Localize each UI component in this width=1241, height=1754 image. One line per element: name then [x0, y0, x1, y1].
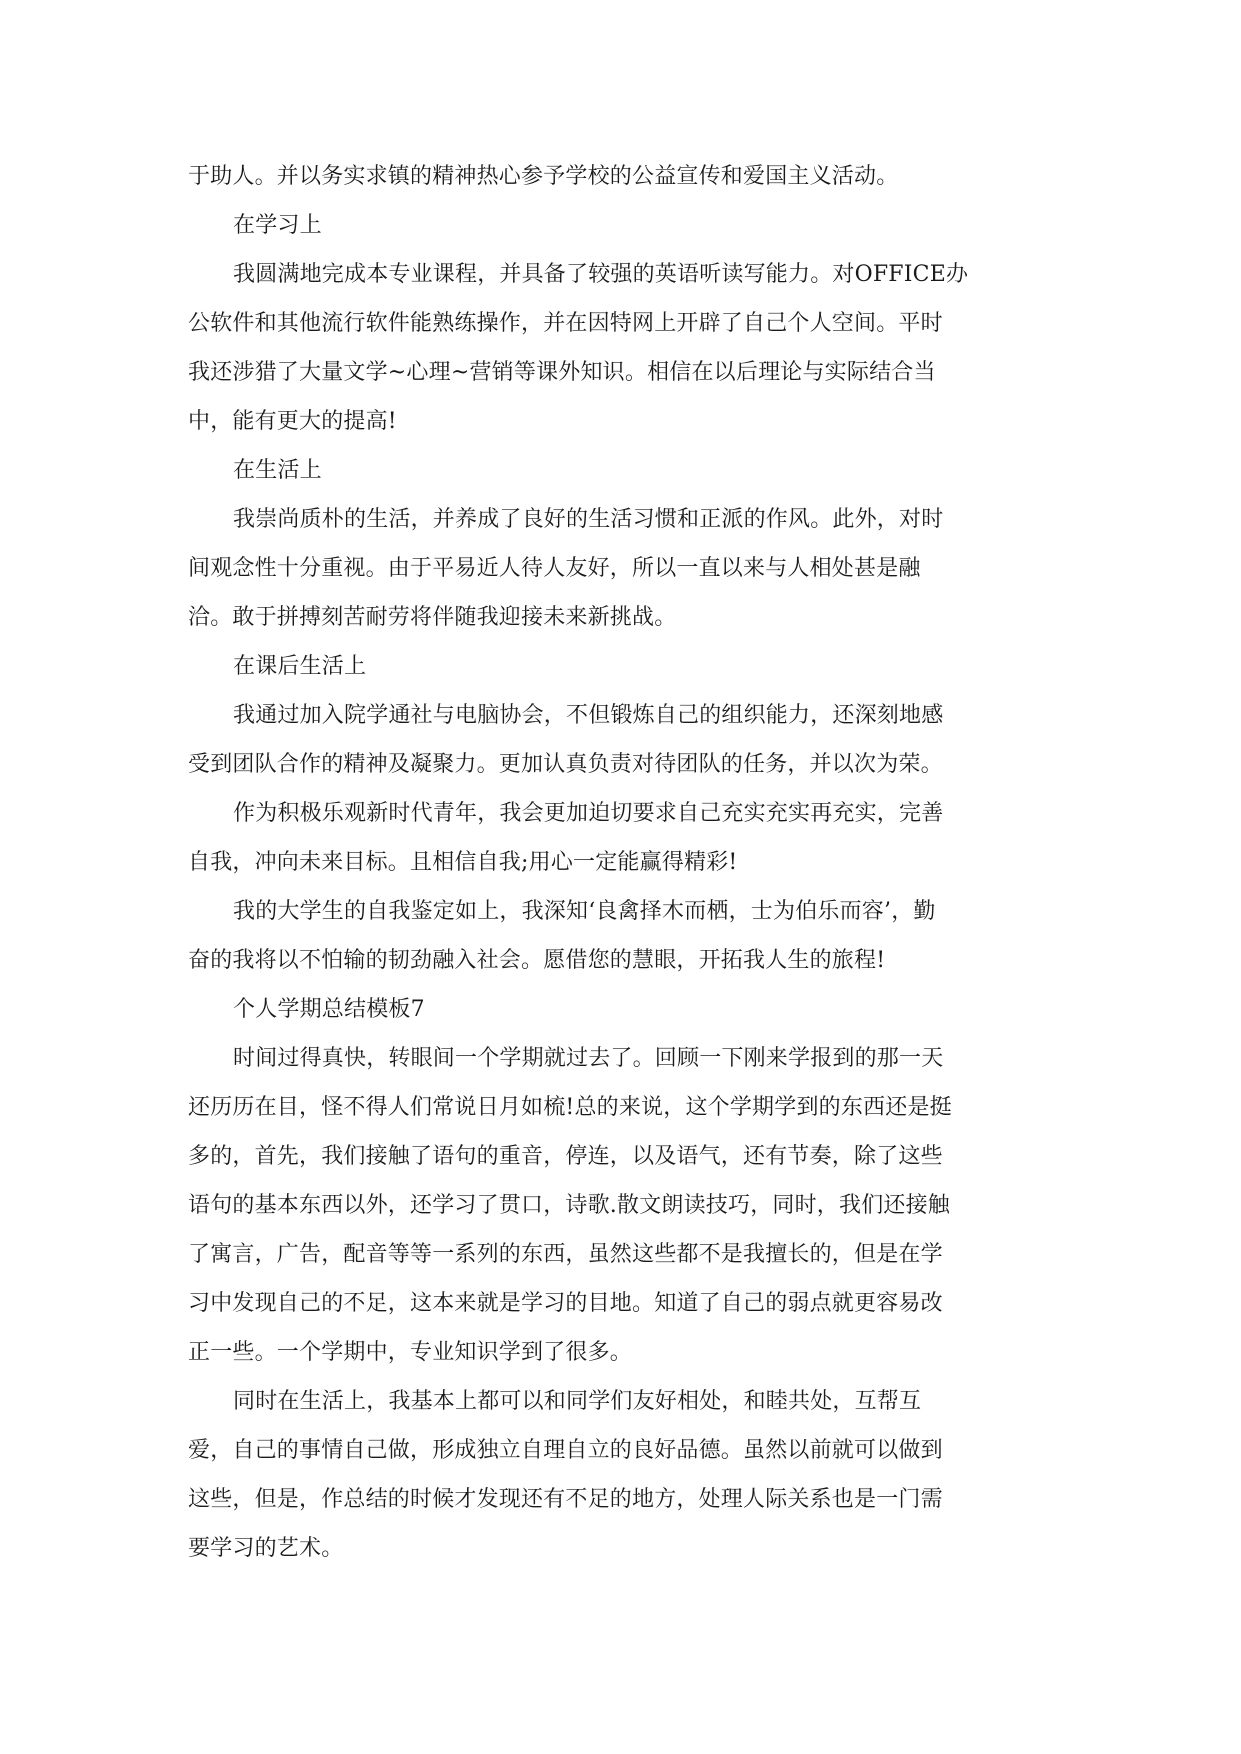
- text-line: 还历历在目，怪不得人们常说日月如梳!总的来说，这个学期学到的东西还是挺: [188, 1095, 952, 1120]
- text-line: 在课后生活上: [233, 654, 367, 679]
- text-line: 我的大学生的自我鉴定如上，我深知‘良禽择木而栖，士为伯乐而容’，勤: [233, 899, 936, 924]
- text-line: 了寓言，广告，配音等等一系列的东西，虽然这些都不是我擅长的，但是在学: [188, 1242, 943, 1267]
- text-line: 个人学期总结模板7: [233, 997, 425, 1022]
- text-line: 我圆满地完成本专业课程，并具备了较强的英语听读写能力。对OFFICE办: [233, 262, 969, 287]
- text-line: 在学习上: [233, 213, 322, 238]
- text-line: 爱，自己的事情自己做，形成独立自理自立的良好品德。虽然以前就可以做到: [188, 1438, 943, 1463]
- text-line: 中，能有更大的提高!: [188, 409, 397, 434]
- text-line: 习中发现自己的不足，这本来就是学习的目地。知道了自己的弱点就更容易改: [188, 1291, 943, 1316]
- text-line: 自我，冲向未来目标。且相信自我;用心一定能赢得精彩!: [188, 850, 738, 875]
- text-line: 要学习的艺术。: [188, 1536, 344, 1561]
- text-line: 我还涉猎了大量文学~心理~营销等课外知识。相信在以后理论与实际结合当: [188, 360, 936, 385]
- text-line: 同时在生活上，我基本上都可以和同学们友好相处，和睦共处，互帮互: [233, 1389, 922, 1414]
- text-line: 我通过加入院学通社与电脑协会，不但锻炼自己的组织能力，还深刻地感: [233, 703, 944, 728]
- text-line: 于助人。并以务实求镇的精神热心参予学校的公益宣传和爱国主义活动。: [188, 164, 899, 189]
- text-line: 公软件和其他流行软件能熟练操作，并在因特网上开辟了自己个人空间。平时: [188, 311, 943, 336]
- text-line: 奋的我将以不怕输的韧劲融入社会。愿借您的慧眼，开拓我人生的旅程!: [188, 948, 886, 973]
- text-line: 间观念性十分重视。由于平易近人待人友好，所以一直以来与人相处甚是融: [188, 556, 921, 581]
- text-line: 我崇尚质朴的生活，并养成了良好的生活习惯和正派的作风。此外，对时: [233, 507, 944, 532]
- text-line: 受到团队合作的精神及凝聚力。更加认真负责对待团队的任务，并以次为荣。: [188, 752, 943, 777]
- text-line: 这些，但是，作总结的时候才发现还有不足的地方，处理人际关系也是一门需: [188, 1487, 943, 1512]
- text-line: 多的，首先，我们接触了语句的重音，停连，以及语气，还有节奏，除了这些: [188, 1144, 943, 1169]
- text-line: 作为积极乐观新时代青年，我会更加迫切要求自己充实充实再充实，完善: [233, 801, 944, 826]
- text-line: 在生活上: [233, 458, 322, 483]
- document-body: [188, 152, 1058, 1573]
- text-line: 正一些。一个学期中，专业知识学到了很多。: [188, 1340, 633, 1365]
- text-line: 时间过得真快，转眼间一个学期就过去了。回顾一下刚来学报到的那一天: [233, 1046, 944, 1071]
- text-line: 语句的基本东西以外，还学习了贯口，诗歌.散文朗读技巧，同时，我们还接触: [188, 1193, 950, 1218]
- text-line: 洽。敢于拼搏刻苦耐劳将伴随我迎接未来新挑战。: [188, 605, 677, 630]
